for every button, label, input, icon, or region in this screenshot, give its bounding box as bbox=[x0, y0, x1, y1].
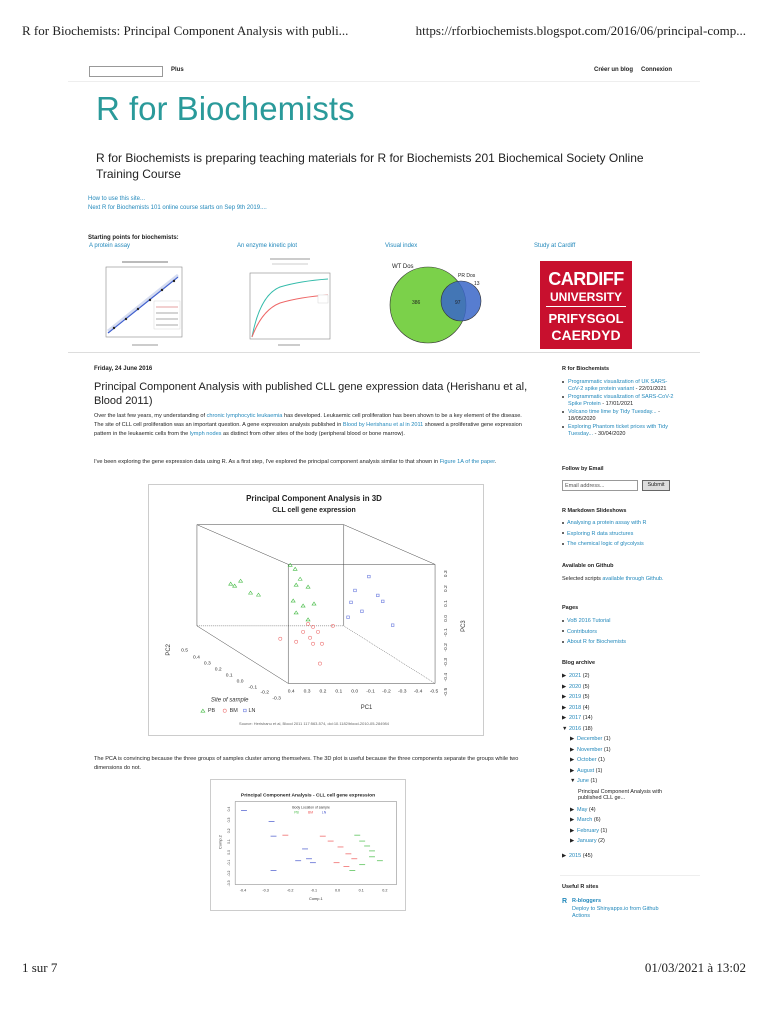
bullet-icon bbox=[562, 532, 564, 534]
expand-arrow-icon[interactable]: ▶ bbox=[562, 673, 567, 679]
sidebar-useful-heading: Useful R sites bbox=[562, 884, 599, 890]
how-to-use-link[interactable]: How to use this site... bbox=[88, 196, 146, 202]
github-text bbox=[562, 576, 670, 583]
archive-count: (1) bbox=[603, 736, 611, 742]
recent-post-item[interactable] bbox=[562, 394, 674, 407]
expand-arrow-icon[interactable]: ▶ bbox=[562, 715, 567, 721]
recent-post-date: - 17/01/2021 bbox=[600, 400, 634, 407]
page-item[interactable] bbox=[562, 629, 682, 636]
archive-count: (1) bbox=[600, 827, 608, 834]
pca-2d-figure bbox=[210, 779, 406, 911]
enzyme-kinetic-link[interactable]: An enzyme kinetic plot bbox=[237, 243, 298, 249]
archive-year-link[interactable]: 2018 bbox=[569, 704, 582, 711]
legend-pb-symbol bbox=[201, 709, 205, 712]
archive-year-link[interactable]: 2020 bbox=[569, 683, 582, 690]
archive-month[interactable] bbox=[570, 757, 682, 768]
fig1-pc1-ticks bbox=[288, 688, 439, 694]
bullet-icon bbox=[562, 641, 564, 643]
post-paragraph-1 bbox=[94, 412, 528, 439]
archive-year-link[interactable]: 2016 bbox=[569, 725, 582, 732]
venn-left-count: 386 bbox=[412, 300, 421, 306]
archive-month-link[interactable]: August bbox=[577, 767, 595, 774]
protein-assay-link[interactable]: A protein assay bbox=[89, 243, 131, 249]
sidebar-slides-list bbox=[562, 520, 682, 548]
slide-item[interactable] bbox=[562, 541, 682, 548]
pc1-tick: -0.5 bbox=[429, 689, 439, 695]
pc3-tick: -0.5 bbox=[443, 687, 449, 697]
fig2-title: Principal Component Analysis - CLL cell gene expression bbox=[240, 793, 376, 799]
pc2-tick: 0.2 bbox=[214, 667, 222, 673]
print-page-url: https://rforbiochemists.blogspot.com/2016/06/principal-comp... bbox=[415, 23, 746, 38]
archive-month-link[interactable]: October bbox=[577, 757, 597, 763]
fig2-ytick: -0.1 bbox=[227, 859, 232, 866]
bullet-icon bbox=[562, 630, 564, 632]
visual-index-link[interactable]: Visual index bbox=[385, 243, 418, 249]
archive-post-link[interactable]: Principal Component Analysis with published CLL ge... bbox=[578, 788, 663, 801]
archive-year-link[interactable]: 2017 bbox=[569, 715, 582, 721]
fig2-plot-area bbox=[235, 802, 397, 885]
fig2-ytick: 0.3 bbox=[227, 817, 232, 823]
archive-count: (4) bbox=[588, 806, 596, 813]
fig1-title-1: Principal Component Analysis in 3D bbox=[246, 493, 382, 503]
logo-divider bbox=[546, 306, 626, 307]
bullet-icon bbox=[562, 381, 564, 383]
pc3-tick: -0.3 bbox=[443, 658, 449, 667]
venn-overlap-count: 97 bbox=[455, 300, 461, 306]
expand-arrow-icon[interactable]: ▶ bbox=[570, 838, 575, 844]
fig1-ln-points bbox=[347, 575, 394, 626]
fig2-xtick: 0.1 bbox=[358, 888, 364, 893]
post-paragraph-2 bbox=[94, 458, 528, 467]
logo-line-1: CARDIFF bbox=[548, 269, 624, 289]
slide-item[interactable] bbox=[562, 531, 682, 538]
pc1-tick: 0.1 bbox=[335, 689, 343, 695]
archive-count: (4) bbox=[582, 704, 590, 711]
fig1-pc2-ticks bbox=[181, 648, 281, 702]
archive-month-link[interactable]: February bbox=[577, 827, 600, 834]
recent-post-date: - 18/05/2020 bbox=[568, 409, 660, 422]
expand-arrow-icon[interactable]: ▶ bbox=[562, 704, 567, 711]
venn-left-label: WT Dos bbox=[392, 264, 414, 270]
archive-month[interactable] bbox=[570, 838, 682, 849]
archive-year[interactable] bbox=[562, 694, 682, 705]
email-submit-button[interactable]: Submit bbox=[642, 480, 670, 491]
post-date: Friday, 24 June 2016 bbox=[94, 366, 153, 372]
p1-text-a: Over the last few years, my understanding of bbox=[94, 413, 207, 419]
archive-month-link[interactable]: December bbox=[577, 736, 603, 742]
pc2-tick: 0.3 bbox=[203, 661, 211, 667]
archive-month-open[interactable] bbox=[570, 778, 682, 789]
page-item[interactable] bbox=[562, 618, 682, 625]
page-link[interactable]: VoB 2016 Tutorial bbox=[567, 618, 611, 624]
expand-arrow-icon[interactable]: ▶ bbox=[562, 683, 567, 690]
figure-1a-link[interactable]: Figure 1A of the paper bbox=[439, 459, 495, 465]
pc3-tick: 0.3 bbox=[443, 570, 449, 578]
slide-link[interactable]: Exploring R data structures bbox=[567, 530, 634, 537]
rbloggers-link[interactable]: R-bloggers bbox=[572, 898, 602, 904]
pc2-tick: -0.2 bbox=[260, 690, 269, 696]
bullet-icon bbox=[562, 426, 564, 428]
expand-arrow-icon[interactable]: ▶ bbox=[570, 827, 575, 834]
next-course-link[interactable]: Next R for Biochemists 101 online course starts on Sep 9th 2019.... bbox=[88, 205, 267, 211]
pc1-tick: 0.3 bbox=[303, 689, 311, 695]
fig2-legend-ln: LN bbox=[321, 810, 327, 815]
legend-bm-symbol bbox=[223, 709, 226, 712]
blood-paper-link[interactable]: Blood by Herishanu et al in 2011 bbox=[342, 422, 424, 428]
pc1-tick: 0.2 bbox=[319, 689, 327, 695]
rbloggers-post-link[interactable]: Deploy to Shinyapps.io from Github Actions bbox=[572, 906, 659, 919]
post-paragraph-3: The PCA is convincing because the three groups of samples cluster among themselves. The 3D plot is useful because the three components separate the groups while two dimensions do not. bbox=[94, 756, 519, 771]
slide-link[interactable]: Analysing a protein assay with R bbox=[567, 520, 647, 526]
fig2-xtick: 0.2 bbox=[382, 888, 388, 893]
archive-month-link[interactable]: November bbox=[577, 746, 603, 753]
archive-count: (45) bbox=[582, 852, 593, 859]
fig1-title-2: CLL cell gene expression bbox=[272, 506, 356, 514]
pc2-tick: -0.1 bbox=[248, 685, 258, 691]
bullet-icon bbox=[562, 522, 564, 524]
archive-count: (1) bbox=[590, 778, 598, 784]
rbloggers-icon: R bbox=[562, 898, 568, 905]
lymph-nodes-link[interactable]: lymph nodes bbox=[189, 431, 222, 437]
sidebar-follow-heading: Follow by Email bbox=[562, 466, 604, 472]
sidebar-pages-heading: Pages bbox=[562, 605, 579, 611]
fig2-xtick: -0.2 bbox=[287, 888, 294, 893]
recent-post-item[interactable] bbox=[562, 379, 674, 392]
fig1-source: Source: Herishanu et al, Blood 2011 117:563-574, doi:10.1182/blood-2010-05-284984 bbox=[239, 721, 389, 727]
fig2-ytick: 0.2 bbox=[227, 828, 232, 834]
fig1-ylabel: PC2 bbox=[166, 644, 173, 656]
pc3-tick: -0.4 bbox=[443, 672, 449, 682]
page-link[interactable]: About R for Biochemists bbox=[567, 639, 626, 645]
expand-arrow-icon[interactable]: ▶ bbox=[562, 852, 567, 859]
fig2-xtick: -0.3 bbox=[262, 888, 269, 893]
blogger-navbar bbox=[68, 62, 700, 82]
archive-year-open[interactable] bbox=[562, 726, 682, 737]
archive-year[interactable] bbox=[562, 684, 682, 695]
archive-count: (6) bbox=[593, 817, 601, 823]
page-item[interactable] bbox=[562, 639, 682, 646]
archive-year[interactable] bbox=[562, 673, 682, 684]
github-link[interactable]: available through Github. bbox=[602, 576, 664, 582]
fig2-yticks bbox=[227, 807, 231, 887]
navbar-search-input[interactable] bbox=[89, 66, 163, 77]
archive-year-link[interactable]: 2021 bbox=[569, 673, 582, 679]
print-page-title: R for Biochemists: Principal Component Analysis with publi... bbox=[22, 23, 349, 38]
venn-right-label: PR Dos bbox=[458, 273, 476, 279]
recent-post-date: - 30/04/2020 bbox=[593, 430, 626, 437]
p2-text-b: . bbox=[494, 459, 497, 465]
archive-month-link[interactable]: June bbox=[577, 778, 589, 784]
protein-assay-thumbnail[interactable] bbox=[92, 255, 188, 351]
pc2-tick: -0.3 bbox=[272, 696, 281, 702]
recent-post-link[interactable]: Exploring Phantom ticket prices with Tidy Tuesday... bbox=[568, 424, 668, 437]
archive-count: (2) bbox=[582, 673, 590, 679]
pc3-tick: 0.0 bbox=[443, 615, 449, 622]
archive-month[interactable] bbox=[570, 817, 682, 828]
page-link[interactable]: Contributors bbox=[567, 628, 597, 635]
archive-count: (1) bbox=[603, 746, 611, 753]
sidebar-divider bbox=[560, 875, 700, 876]
pc1-tick: 0.0 bbox=[351, 689, 359, 695]
venn-right-count: 13 bbox=[474, 281, 480, 287]
archive-month[interactable] bbox=[570, 807, 682, 818]
expand-arrow-icon[interactable]: ▶ bbox=[570, 746, 575, 753]
archive-month[interactable] bbox=[570, 768, 682, 779]
pc1-tick: -0.4 bbox=[413, 689, 423, 695]
email-input[interactable]: Email address... bbox=[562, 480, 638, 491]
expand-arrow-icon[interactable]: ▶ bbox=[570, 736, 575, 742]
archive-count: (5) bbox=[582, 683, 590, 690]
recent-post-item[interactable] bbox=[562, 409, 674, 422]
recent-post-item[interactable] bbox=[562, 424, 674, 437]
fig2-xlabel: Comp.1 bbox=[309, 896, 323, 902]
archive-year[interactable] bbox=[562, 705, 682, 716]
fig2-ytick: -0.2 bbox=[227, 870, 232, 877]
pc3-tick: -0.1 bbox=[443, 628, 449, 637]
archive-count: (1) bbox=[598, 757, 605, 763]
fig2-points bbox=[241, 811, 383, 871]
archive-month-link[interactable]: May bbox=[577, 806, 588, 813]
cardiff-university-logo[interactable] bbox=[540, 261, 632, 349]
p1-text-b: has developed. Leukaemic cell proliferation has been shown to be a key element of the disease. The site of CLL cell proliferation was an important question. A gene expression analysis published in bbox=[94, 413, 522, 428]
blog-description: R for Biochemists is preparing teaching materials for R for Biochemists 201 Biochemical Society Online Training Course bbox=[96, 151, 644, 181]
fig2-ylabel: Comp.2 bbox=[217, 835, 223, 849]
slide-item[interactable] bbox=[562, 520, 682, 527]
fig2-legend-bm: BM bbox=[308, 810, 314, 815]
study-cardiff-link[interactable]: Study at Cardiff bbox=[534, 243, 576, 249]
legend-bm-label: BM bbox=[229, 708, 238, 715]
fig1-pb-points bbox=[229, 563, 316, 621]
fig2-ytick: -0.3 bbox=[227, 880, 232, 887]
fig2-legend-title: Body Location of sample bbox=[292, 805, 330, 810]
archive-count: (14) bbox=[582, 715, 593, 721]
visual-index-venn-thumbnail[interactable] bbox=[386, 255, 486, 351]
pc2-tick: 0.4 bbox=[192, 655, 200, 661]
sidebar-slides-heading: R Markdown Slideshows bbox=[562, 508, 627, 514]
archive-month[interactable] bbox=[570, 828, 682, 839]
starting-points-heading: Starting points for biochemists: bbox=[88, 235, 179, 241]
recent-post-link[interactable]: Programmatic visualization of UK SARS-CoV-2 spike protein variant bbox=[568, 379, 668, 392]
bullet-icon bbox=[562, 620, 564, 622]
expand-arrow-icon[interactable]: ▶ bbox=[570, 806, 575, 813]
fig1-xlabel: PC1 bbox=[360, 705, 373, 712]
legend-ln-label: LN bbox=[248, 708, 256, 715]
post-title[interactable]: Principal Component Analysis with published CLL gene expression data (Herishanu et al, Blood 2011) bbox=[94, 381, 528, 407]
header-divider bbox=[68, 352, 700, 353]
slide-link[interactable]: The chemical logic of glycolysis bbox=[567, 541, 644, 547]
logo-line-2: UNIVERSITY bbox=[549, 290, 622, 304]
pc1-tick: 0.4 bbox=[287, 689, 295, 695]
expand-arrow-icon[interactable]: ▶ bbox=[570, 767, 575, 774]
fig1-zlabel: PC3 bbox=[460, 620, 467, 632]
pc2-tick: 0.5 bbox=[181, 648, 188, 654]
fig2-xticks bbox=[240, 888, 388, 892]
pc1-tick: -0.2 bbox=[382, 689, 391, 695]
github-text-lead: Selected scripts bbox=[562, 576, 603, 582]
archive-year-link[interactable]: 2019 bbox=[569, 694, 582, 700]
fig1-legend-title: Site of sample bbox=[210, 697, 249, 704]
sidebar-archive-heading: Blog archive bbox=[562, 660, 596, 666]
fig2-xtick: -0.4 bbox=[239, 888, 247, 893]
print-timestamp: 01/03/2021 à 13:02 bbox=[644, 960, 746, 975]
sidebar-pages-list bbox=[562, 618, 682, 646]
archive-count: (2) bbox=[598, 838, 605, 844]
pc2-tick: 0.1 bbox=[225, 673, 233, 679]
pc1-tick: -0.1 bbox=[366, 689, 375, 695]
fig2-legend-pb: PB bbox=[294, 810, 299, 815]
archive-month[interactable] bbox=[570, 747, 682, 758]
pc3-tick: -0.2 bbox=[443, 643, 449, 652]
blog-title[interactable]: R for Biochemists bbox=[96, 90, 355, 127]
navbar-login-link[interactable]: Connexion bbox=[641, 67, 672, 73]
recent-post-link[interactable]: Volcano time lime by Tidy Tuesday... bbox=[568, 409, 657, 415]
sidebar-recent-posts bbox=[562, 379, 674, 437]
archive-count: (5) bbox=[582, 694, 590, 700]
archive-count: (18) bbox=[582, 725, 593, 732]
print-page-number: 1 sur 7 bbox=[22, 960, 58, 975]
bullet-icon bbox=[562, 411, 564, 413]
archive-count: (1) bbox=[595, 767, 603, 774]
archive-year[interactable] bbox=[562, 715, 682, 726]
recent-post-date: - 22/01/2021 bbox=[634, 385, 667, 392]
logo-line-4: CAERDYD bbox=[551, 327, 621, 343]
archive-month[interactable] bbox=[570, 736, 682, 747]
pc1-tick: -0.3 bbox=[398, 689, 407, 695]
pca-3d-figure bbox=[148, 484, 484, 736]
legend-pb-label: PB bbox=[207, 708, 216, 715]
fig2-ytick: 0.4 bbox=[227, 806, 232, 812]
collapse-arrow-icon[interactable]: ▼ bbox=[562, 725, 568, 732]
blog-archive bbox=[562, 673, 682, 863]
bullet-icon bbox=[562, 543, 564, 545]
legend-ln-symbol bbox=[244, 709, 247, 712]
enzyme-kinetic-thumbnail[interactable] bbox=[240, 255, 336, 351]
p1-text-d: as distinct from other sites of the body (peripheral blood or bone marrow). bbox=[221, 431, 405, 437]
sidebar-rfb-heading: R for Biochemists bbox=[562, 366, 610, 372]
pc2-tick: 0.0 bbox=[236, 679, 244, 685]
pc3-tick: 0.1 bbox=[443, 600, 449, 608]
recent-post-link[interactable]: Programmatic visualization of SARS-CoV-2 Spike Protein bbox=[568, 394, 674, 407]
archive-year[interactable] bbox=[562, 853, 682, 864]
fig1-bm-points bbox=[279, 622, 335, 665]
archive-month-link[interactable]: January bbox=[577, 838, 597, 844]
expand-arrow-icon[interactable]: ▶ bbox=[570, 757, 575, 763]
p2-text-a: I've been exploring the gene expression data using R. As a first step, I've explored the principal component analysis similar to that shown in bbox=[94, 459, 440, 465]
logo-line-3: PRIFYSGOL bbox=[548, 311, 624, 326]
fig1-3d-box bbox=[197, 525, 435, 684]
pc3-tick: 0.2 bbox=[443, 585, 449, 593]
collapse-arrow-icon[interactable]: ▼ bbox=[570, 778, 576, 784]
fig2-xtick: 0.0 bbox=[334, 888, 341, 893]
p1-text-c: showed a proliferative gene expression pattern in the leukaemic cells from the bbox=[94, 422, 522, 437]
navbar-create-blog-link[interactable]: Créer un blog bbox=[594, 67, 634, 73]
fig2-ytick: 0.1 bbox=[227, 839, 232, 845]
archive-year-link[interactable]: 2015 bbox=[569, 852, 582, 859]
expand-arrow-icon[interactable]: ▶ bbox=[570, 817, 575, 823]
archive-months bbox=[562, 736, 682, 849]
fig1-pc3-ticks bbox=[443, 570, 449, 696]
cll-link[interactable]: chronic lymphocytic leukaemia bbox=[206, 413, 283, 419]
sidebar-github-heading: Available on Github bbox=[562, 563, 614, 569]
expand-arrow-icon[interactable]: ▶ bbox=[562, 694, 567, 700]
bullet-icon bbox=[562, 396, 564, 398]
fig2-xtick: -0.1 bbox=[310, 888, 318, 893]
archive-month-link[interactable]: March bbox=[577, 817, 593, 823]
fig2-ytick: 0.0 bbox=[227, 850, 232, 855]
navbar-plus-link[interactable]: Plus bbox=[171, 67, 184, 73]
